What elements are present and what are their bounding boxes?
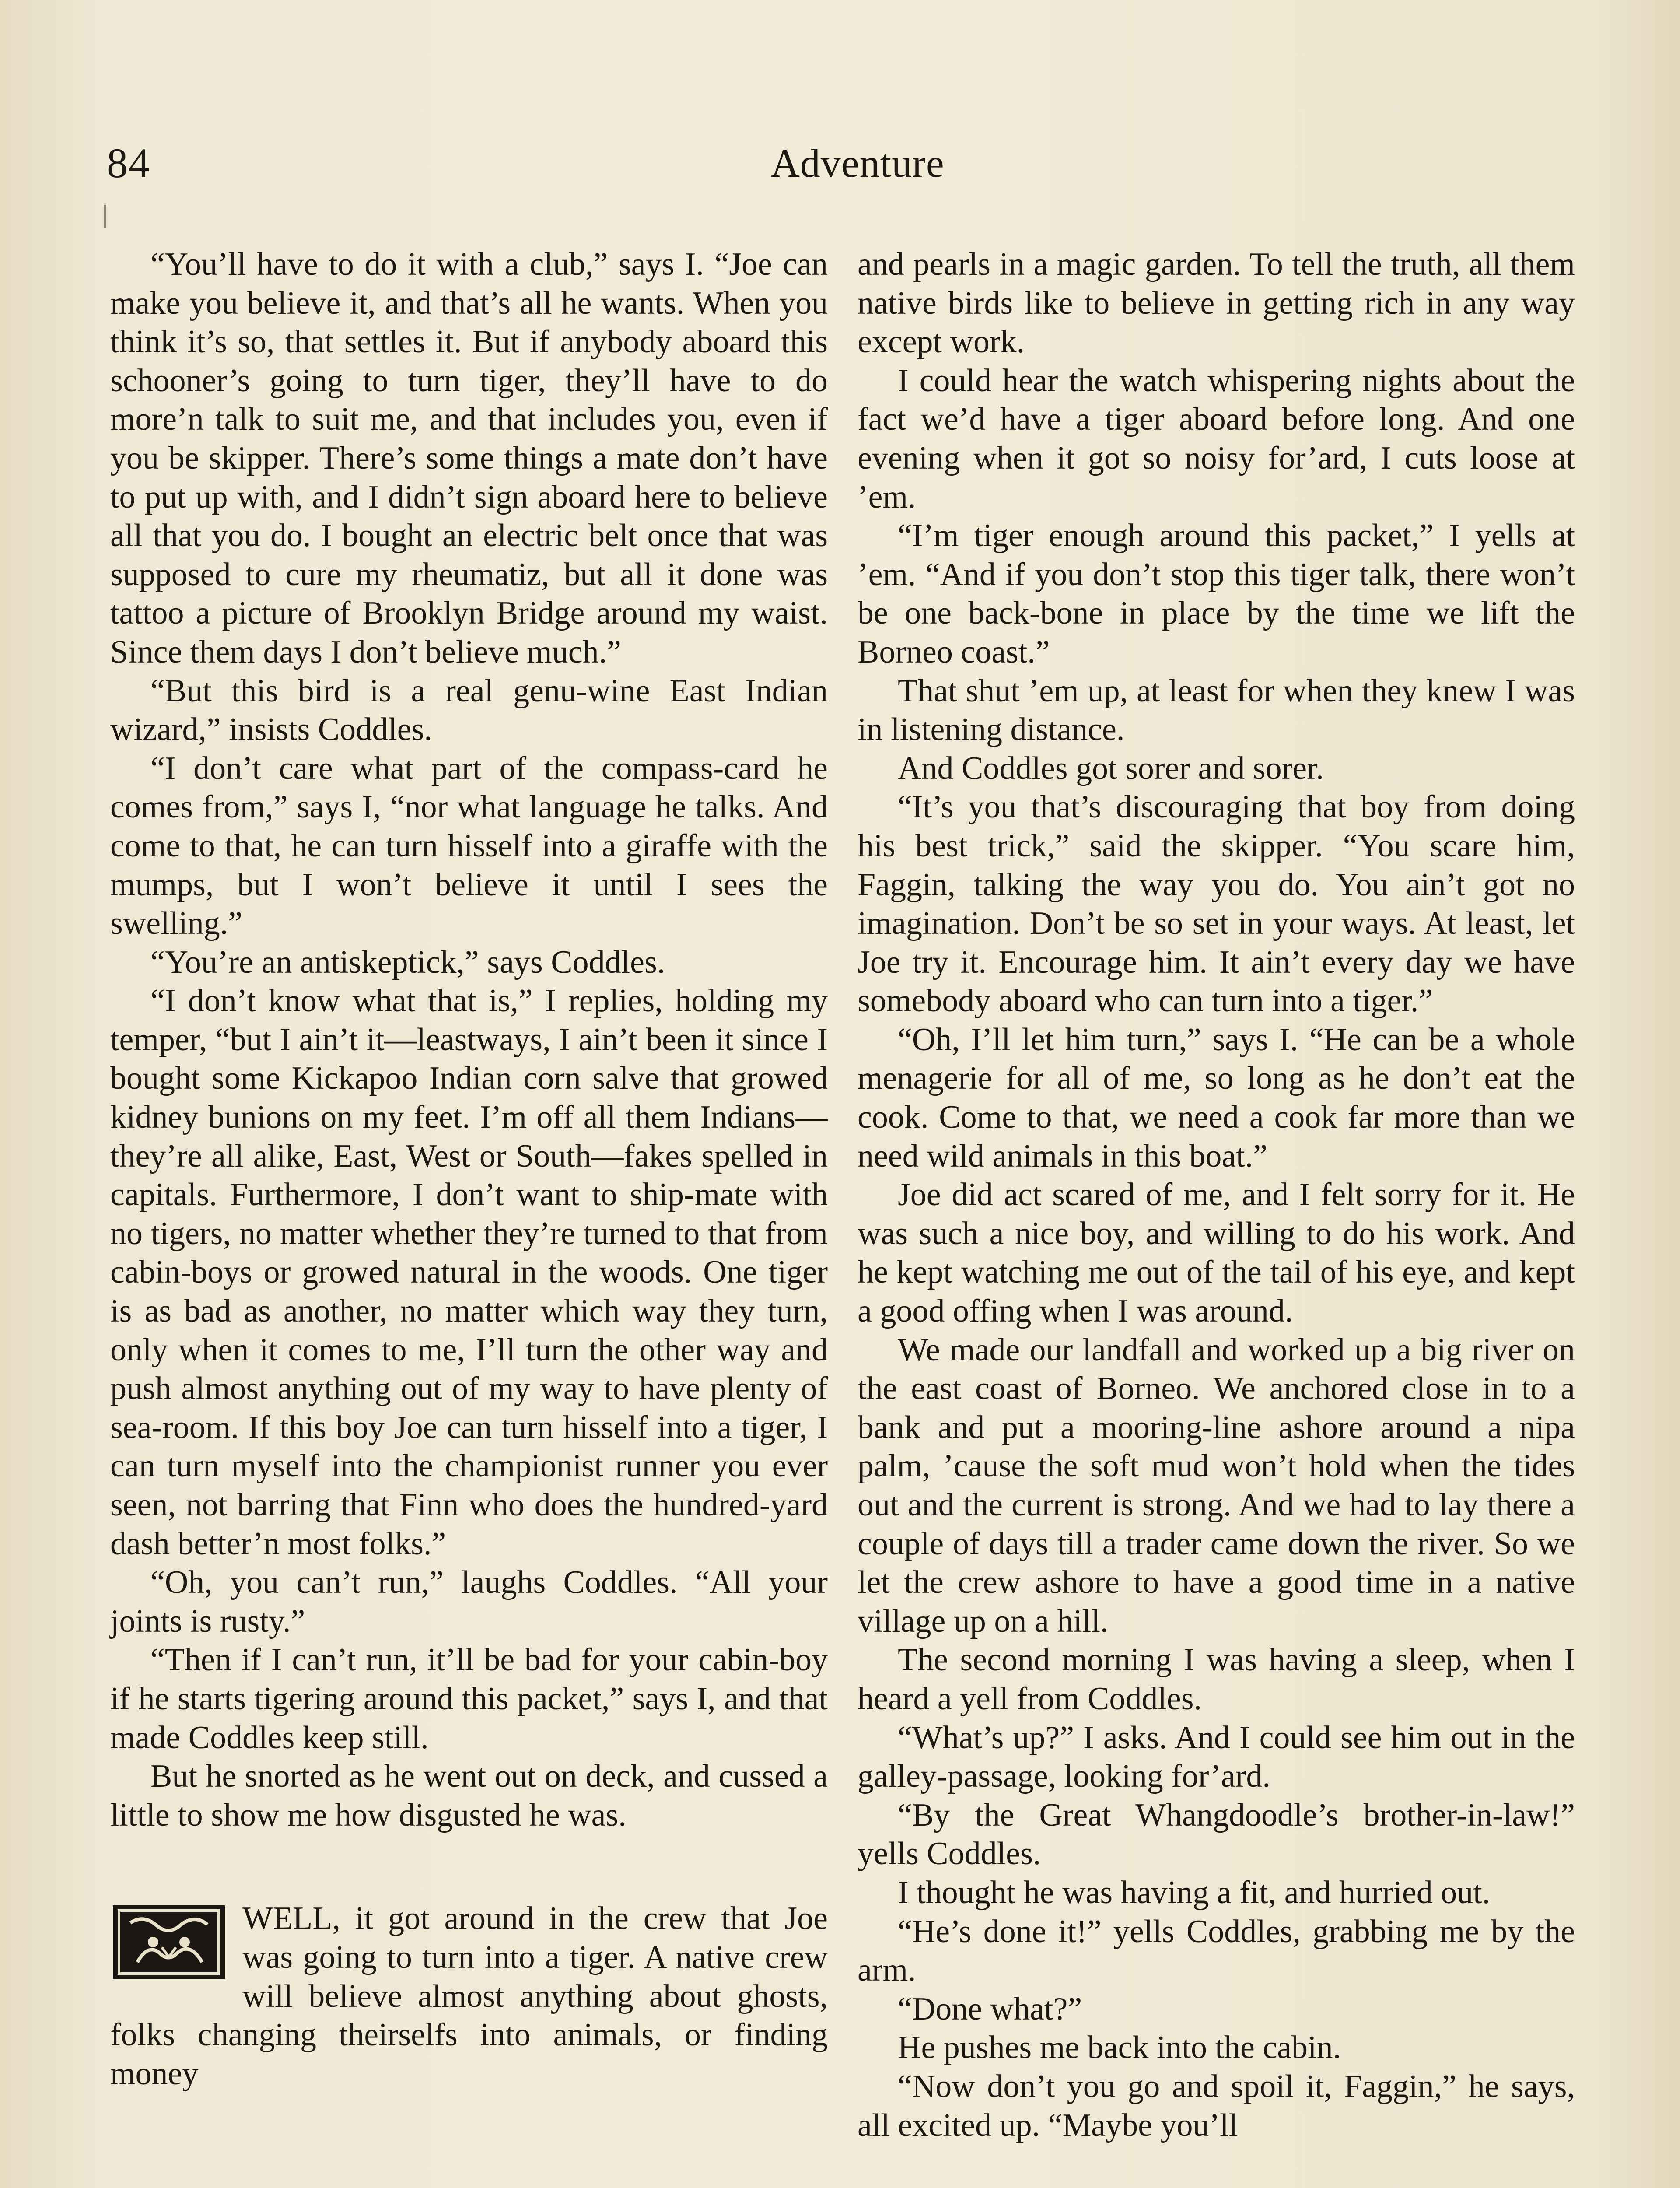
paragraph: “But this bird is a real genu-wine East Indian wizard,” insists Coddles.	[110, 673, 828, 748]
paragraph: And Coddles got sorer and sorer.	[898, 750, 1324, 786]
paragraph: But he snorted as he went out on deck, and cussed a little to show me how disgusted he was.	[110, 1758, 828, 1833]
section-opening-paragraph	[110, 1899, 828, 2093]
paragraph: I could hear the watch whispering nights about the fact we’d have a tiger aboard before long. And one evening when it got so noisy for’ard, I cuts loose at ’em.	[858, 362, 1575, 515]
margin-rule	[104, 205, 106, 228]
paragraph-continuation: and pearls in a magic garden. To tell the truth, all them native birds like to believe in getting rich in any way except work.	[858, 246, 1575, 360]
paragraph: “What’s up?” I asks. And I could see him out in the galley-passage, looking for’ard.	[858, 1719, 1575, 1795]
left-column	[110, 245, 828, 2093]
paragraph: “He’s done it!” yells Coddles, grabbing me by the arm.	[858, 1913, 1575, 1988]
right-column	[858, 245, 1575, 2145]
page-header	[0, 139, 1680, 187]
section-break	[110, 1834, 828, 1899]
paragraph: “Now don’t you go and spoil it, Faggin,” he says, all excited up. “Maybe you’ll	[858, 2068, 1575, 2143]
running-head: Adventure	[770, 141, 945, 186]
page-number: 84	[107, 140, 150, 186]
paragraph: “I’m tiger enough around this packet,” I yells at ’em. “And if you don’t stop this tiger talk, there won’t be one back-bone in place by the time we lift the Borneo coast.”	[858, 518, 1575, 670]
paragraph: “You’ll have to do it with a club,” says I. “Joe can make you believe it, and that’s all he wants. When you think it’s so, that settles it. But if anybody aboard this schooner’s going to turn tiger, they’ll have to do more’n talk to suit me, and that includes you, even if you be skipper. There’s some things a mate don’t have to put up with, and I didn’t sign aboard here to believe all that you do. I bought an electric belt once that was supposed to cure my rheumatiz, but all it done was tattoo a picture of Brooklyn Bridge around my waist. Since them days I don’t believe much.”	[110, 246, 828, 670]
paragraph: “Done what?”	[898, 1991, 1082, 2027]
paragraph: “I don’t know what that is,” I replies, holding my temper, “but I ain’t it—leastways, I ain’t been it since I bought some Kickapoo Indian corn salve that growed kidney bunions on my feet. I’m off all them Indians—they’re all alike, East, West or South—fakes spelled in capitals. Furthermore, I don’t want to ship-mate with no tigers, no matter whether they’re turned to that from cabin-boys or growed natural in the woods. One tiger is as bad as another, no matter which way they turn, only when it comes to me, I’ll turn the other way and push almost anything out of my way to have plenty of sea-room. If this boy Joe can turn hisself into a tiger, I can turn myself into the championist runner you ever seen, not barring that Finn who does the hundred-yard dash better’n most folks.”	[110, 983, 828, 1562]
paragraph: “Then if I can’t run, it’ll be bad for your cabin-boy if he starts tigering around this packet,” says I, and that made Coddles keep still.	[110, 1642, 828, 1756]
paragraph: That shut ’em up, at least for when they knew I was in listening distance.	[858, 673, 1575, 748]
section-opening-text: WELL, it got around in the crew that Joe was going to turn into a tiger. A native crew will believe almost anything about ghosts, folks changing theirselfs into animals, or finding money	[110, 1900, 828, 2092]
paragraph: “I don’t care what part of the compass-card he comes from,” says I, “nor what language he talks. And come to that, he can turn hisself into a giraffe with the mumps, but I won’t believe it until I sees the swelling.”	[110, 750, 828, 942]
paragraph: He pushes me back into the cabin.	[898, 2030, 1341, 2066]
paragraph: “Oh, I’ll let him turn,” says I. “He can be a whole menagerie for all of me, so long as he don’t eat the cook. Come to that, we need a cook far more than we need wild animals in this boat.”	[858, 1021, 1575, 1174]
paragraph: “By the Great Whangdoodle’s brother-in-law!” yells Coddles.	[858, 1797, 1575, 1872]
paragraph: Joe did act scared of me, and I felt sorry for it. He was such a nice boy, and willing to do his work. And he kept watching me out of the tail of his eye, and kept a good offing when I was around.	[858, 1177, 1575, 1329]
paragraph: “You’re an antiskeptick,” says Coddles.	[150, 944, 665, 980]
paragraph: We made our landfall and worked up a big river on the east coast of Borneo. We anchored close in to a bank and put a mooring-line ashore around a nipa palm, ’cause the soft mud won’t hold when the tides out and the current is strong. And we had to lay there a couple of days till a trader came down the river. So we let the crew ashore to have a good time in a native village up on a hill.	[858, 1332, 1575, 1639]
decorative-initial-icon	[113, 1905, 225, 1979]
paragraph: “Oh, you can’t run,” laughs Coddles. “All your joints is rusty.”	[110, 1564, 828, 1639]
paragraph: The second morning I was having a sleep, when I heard a yell from Coddles.	[858, 1642, 1575, 1717]
paragraph: I thought he was having a fit, and hurried out.	[898, 1874, 1491, 1911]
paragraph: “It’s you that’s discouraging that boy from doing his best trick,” said the skipper. “You scare him, Faggin, talking the way you do. You ain’t got no imagination. Don’t be so set in your ways. At least, let Joe try it. Encourage him. It ain’t every day we have somebody aboard who can turn into a tiger.”	[858, 789, 1575, 1019]
